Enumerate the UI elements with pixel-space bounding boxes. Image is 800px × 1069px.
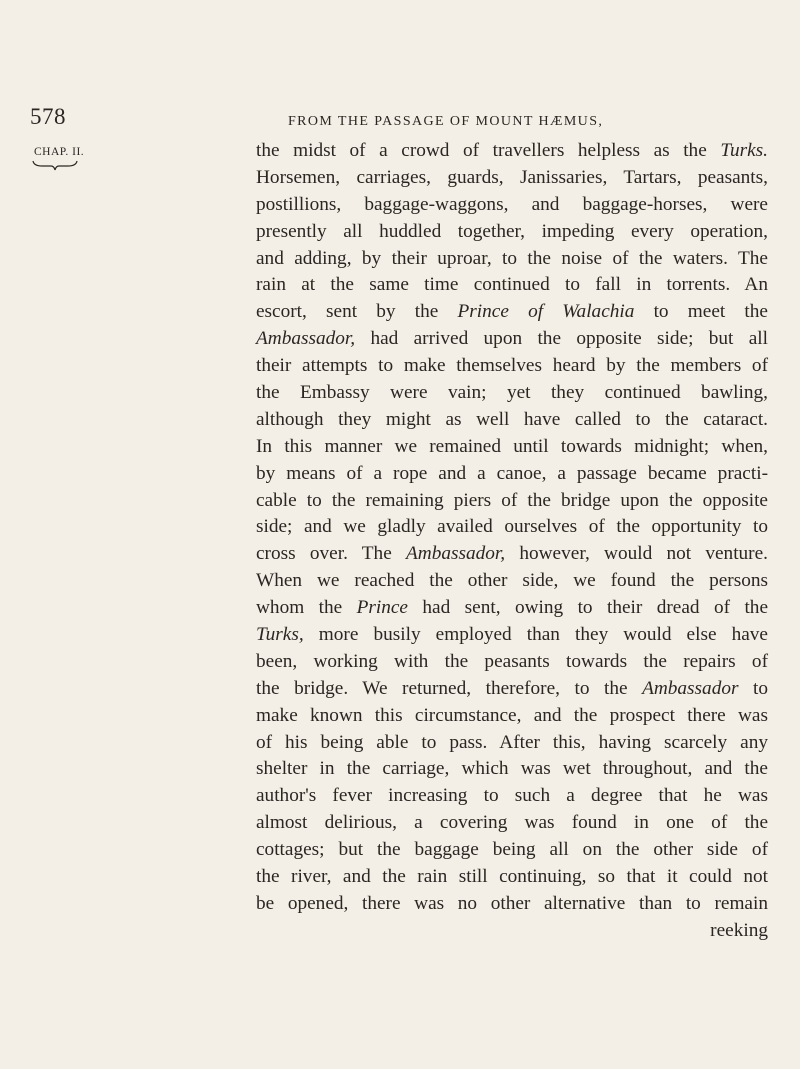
page-number: 578 xyxy=(30,104,66,129)
text-line xyxy=(256,595,768,622)
text-segment: whom the xyxy=(256,597,357,619)
running-head: FROM THE PASSAGE OF MOUNT HÆMUS, xyxy=(288,114,604,129)
text-line xyxy=(256,783,768,810)
text-segment: cottages; but the baggage being all on the other side of xyxy=(256,839,768,861)
text-line xyxy=(256,326,768,353)
text-segment: been, working with the peasants towards the repairs of xyxy=(256,650,768,672)
text-segment: more busily employed than they would else have xyxy=(303,624,768,646)
text-segment: be opened, there was no other alternative than to remain xyxy=(256,892,768,914)
italic-segment: Ambassador xyxy=(642,677,739,699)
text-line xyxy=(256,219,768,246)
text-segment: In this manner we remained until towards midnight; when, xyxy=(256,435,768,457)
text-segment: escort, sent by the xyxy=(256,301,458,323)
text-line xyxy=(256,918,768,945)
text-line xyxy=(256,649,768,676)
text-segment: the river, and the rain still continuing, so that it could not xyxy=(256,866,768,888)
text-line xyxy=(256,165,768,192)
text-line xyxy=(256,514,768,541)
text-line xyxy=(256,676,768,703)
italic-segment: Turks, xyxy=(256,624,304,646)
brace-icon xyxy=(32,160,78,172)
text-segment: reeking xyxy=(710,919,768,941)
text-line xyxy=(256,810,768,837)
text-segment: the midst of a crowd of travellers helpless as the xyxy=(256,140,721,161)
text-segment: rain at the same time continued to fall in torrents. An xyxy=(256,274,768,296)
text-line xyxy=(256,891,768,918)
text-line xyxy=(256,272,768,299)
text-segment: and adding, by their uproar, to the noise of the waters. The xyxy=(256,247,768,269)
text-segment: to meet the xyxy=(634,301,768,323)
text-segment: cross over. The xyxy=(256,543,406,565)
text-segment: presently all huddled together, impeding every operation, xyxy=(256,220,768,242)
text-segment: to xyxy=(738,677,768,699)
text-segment: the bridge. We returned, therefore, to the xyxy=(256,677,643,699)
text-line xyxy=(256,730,768,757)
text-line xyxy=(256,837,768,864)
text-segment: cable to the remaining piers of the bridge upon the opposite xyxy=(256,489,768,511)
body-text xyxy=(256,138,768,945)
text-line xyxy=(256,380,768,407)
italic-segment: Turks. xyxy=(720,140,768,161)
text-segment: had arrived upon the opposite side; but all xyxy=(355,328,768,350)
text-segment: by means of a rope and a canoe, a passage became practi- xyxy=(256,462,768,484)
text-line xyxy=(256,461,768,488)
chapter-margin-note: CHAP. II. xyxy=(34,146,85,158)
text-line xyxy=(256,299,768,326)
text-segment: author's fever increasing to such a degree that he was xyxy=(256,785,768,807)
text-segment: however, would not venture. xyxy=(505,543,768,565)
text-line xyxy=(256,864,768,891)
italic-segment: Prince of Walachia xyxy=(457,301,635,323)
text-line xyxy=(256,434,768,461)
italic-segment: Ambassador, xyxy=(256,328,356,350)
text-line xyxy=(256,568,768,595)
text-segment: postillions, baggage-waggons, and baggage-horses, were xyxy=(256,193,768,215)
text-segment: almost delirious, a covering was found in one of the xyxy=(256,812,768,834)
italic-segment: Prince xyxy=(356,597,408,619)
text-line xyxy=(256,192,768,219)
text-segment: the Embassy were vain; yet they continued bawling, xyxy=(256,382,768,404)
text-line xyxy=(256,622,768,649)
text-line xyxy=(256,353,768,380)
text-line xyxy=(256,138,768,165)
text-line xyxy=(256,407,768,434)
text-segment: side; and we gladly availed ourselves of the opportunity to xyxy=(256,516,768,538)
text-line xyxy=(256,541,768,568)
text-segment: of his being able to pass. After this, having scarcely any xyxy=(256,731,768,753)
text-segment: although they might as well have called to the cataract. xyxy=(256,408,768,430)
text-segment: make known this circumstance, and the prospect there was xyxy=(256,704,768,726)
text-line xyxy=(256,246,768,273)
text-segment: When we reached the other side, we found the persons xyxy=(256,570,768,592)
text-line xyxy=(256,488,768,515)
italic-segment: Ambassador, xyxy=(406,543,506,565)
text-segment: shelter in the carriage, which was wet throughout, and the xyxy=(256,758,768,780)
text-segment: had sent, owing to their dread of the xyxy=(408,597,768,619)
text-line xyxy=(256,756,768,783)
text-segment: Horsemen, carriages, guards, Janissaries, Tartars, peasants, xyxy=(256,166,768,188)
text-segment: their attempts to make themselves heard by the members of xyxy=(256,355,768,377)
text-line xyxy=(256,703,768,730)
